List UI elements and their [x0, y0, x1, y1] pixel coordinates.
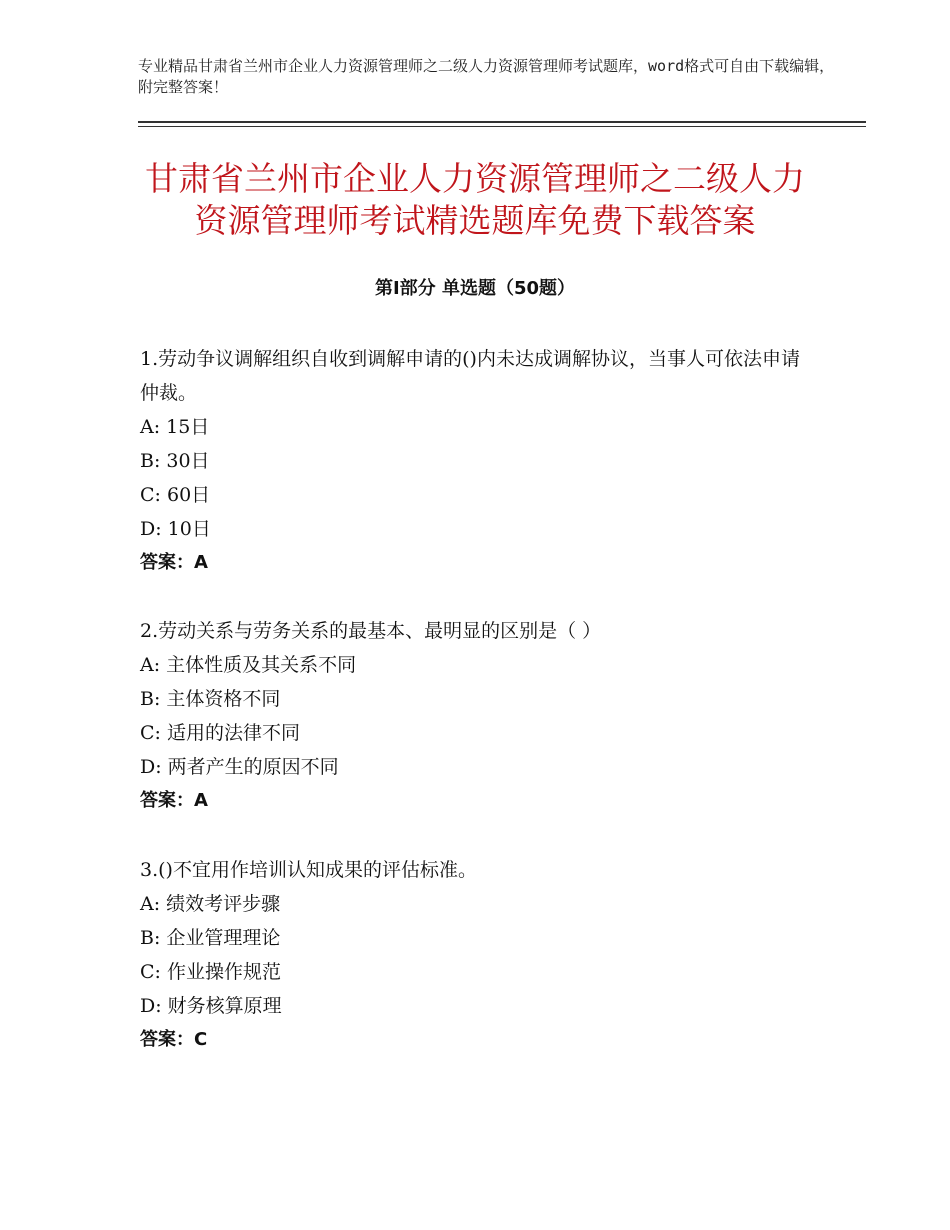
answer-label: 答案：A — [140, 552, 208, 573]
question-stem: 1.劳动争议调解组织自收到调解申请的()内未达成调解协议，当事人可依法申请仲裁。 — [140, 348, 800, 404]
option-a: A: 15日 — [140, 416, 210, 438]
option-d: D: 两者产生的原因不同 — [140, 756, 339, 778]
option-c: C: 作业操作规范 — [140, 961, 281, 983]
header-note: 专业精品甘肃省兰州市企业人力资源管理师之二级人力资源管理师考试题库，word格式可自由下载编辑，附完整答案！ — [138, 57, 835, 96]
option-d: D: 财务核算原理 — [140, 995, 282, 1017]
header-divider — [138, 121, 866, 127]
question-block-1 — [140, 342, 810, 580]
question-stem: 2.劳动关系与劳务关系的最基本、最明显的区别是（ ） — [140, 620, 602, 642]
question-block-2 — [140, 614, 810, 818]
question-stem: 3.()不宜用作培训认知成果的评估标准。 — [140, 859, 477, 881]
section-title: 第Ⅰ部分 单选题（50题） — [374, 278, 575, 299]
answer-label: 答案：A — [140, 790, 208, 811]
option-a: A: 主体性质及其关系不同 — [140, 654, 357, 676]
answer-label: 答案：C — [140, 1029, 208, 1050]
option-a: A: 绩效考评步骤 — [140, 893, 281, 915]
document-title: 甘肃省兰州市企业人力资源管理师之二级人力资源管理师考试精选题库免费下载答案 — [145, 159, 805, 240]
option-d: D: 10日 — [140, 518, 211, 540]
question-block-3 — [140, 853, 810, 1057]
option-c: C: 适用的法律不同 — [140, 722, 300, 744]
option-c: C: 60日 — [140, 484, 211, 506]
option-b: B: 主体资格不同 — [140, 688, 281, 710]
option-b: B: 30日 — [140, 450, 210, 472]
option-b: B: 企业管理理论 — [140, 927, 281, 949]
